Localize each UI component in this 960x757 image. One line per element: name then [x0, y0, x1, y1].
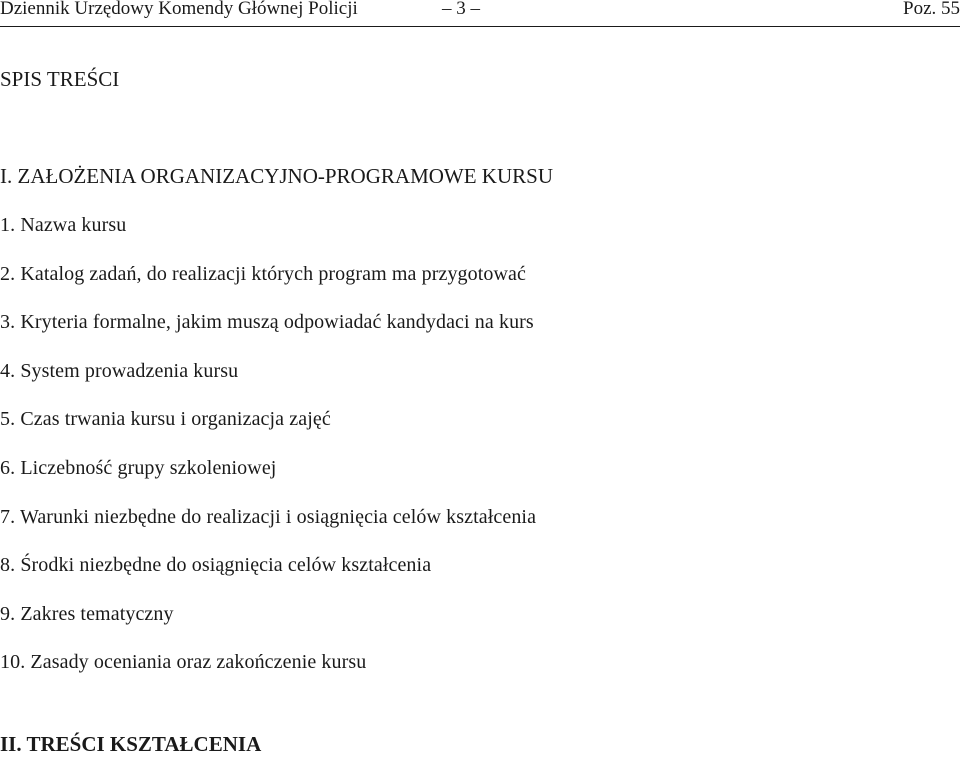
section-1-heading: I. ZAŁOŻENIA ORGANIZACYJNO-PROGRAMOWE KURSU — [0, 164, 553, 188]
toc-item-text: System prowadzenia kursu — [20, 359, 239, 382]
page-number: – 3 – — [442, 0, 480, 19]
toc-item-text: Liczebność grupy szkoleniowej — [20, 456, 277, 479]
toc-item-text: Warunki niezbędne do realizacji i osiągnięcia celów kształcenia — [19, 505, 537, 528]
toc-item-text: Kryteria formalne, jakim muszą odpowiadać kandydaci na kurs — [20, 311, 534, 334]
page-header — [0, 0, 960, 27]
toc-item-number: 7. — [0, 505, 16, 528]
toc-item-number: 9. — [0, 602, 16, 625]
toc-item-number: 5. — [0, 408, 16, 431]
toc-item — [0, 552, 536, 601]
toc-item-number: 6. — [0, 456, 16, 479]
toc-item-number: 8. — [0, 554, 16, 577]
toc-item-text: Zakres tematyczny — [20, 602, 174, 625]
toc-item-number: 1. — [0, 214, 16, 236]
toc-item — [0, 649, 536, 698]
toc-item — [0, 406, 536, 455]
toc-item — [0, 504, 536, 553]
toc-item-number: 4. — [0, 359, 16, 382]
toc-list — [0, 212, 536, 698]
toc-title: SPIS TREŚCI — [0, 67, 120, 91]
toc-item — [0, 358, 536, 407]
journal-title: Dziennik Urzędowy Komendy Głównej Policji — [0, 0, 358, 19]
position-number: Poz. 55 — [903, 0, 960, 19]
toc-item — [0, 601, 536, 650]
toc-item-number: 10. — [0, 651, 26, 674]
toc-item — [0, 212, 536, 261]
toc-item-text: Zasady oceniania oraz zakończenie kursu — [30, 651, 367, 674]
toc-item — [0, 261, 536, 310]
toc-item-text: Czas trwania kursu i organizacja zajęć — [20, 408, 331, 431]
section-2-heading: II. TREŚCI KSZTAŁCENIA — [0, 732, 262, 756]
toc-item-text: Środki niezbędne do osiągnięcia celów kształcenia — [20, 554, 432, 577]
toc-item — [0, 455, 536, 504]
toc-item-text: Katalog zadań, do realizacji których program ma przygotować — [20, 262, 526, 285]
toc-item-text: Nazwa kursu — [20, 214, 127, 236]
toc-item-number: 2. — [0, 262, 16, 285]
toc-item — [0, 309, 536, 358]
toc-item-number: 3. — [0, 311, 16, 334]
